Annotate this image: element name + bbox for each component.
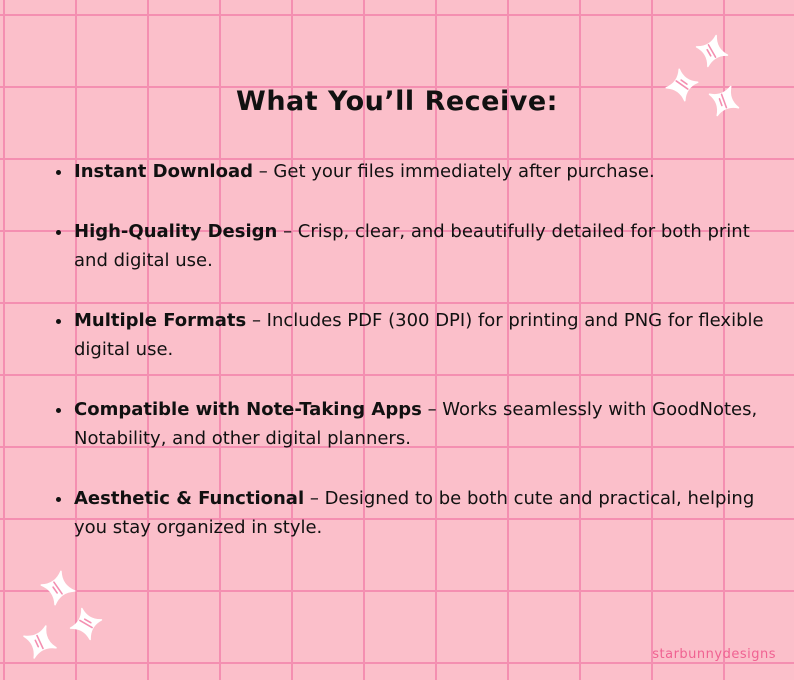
feature-name: High-Quality Design: [74, 221, 278, 242]
sparkle-icon: [692, 33, 731, 71]
list-item: [72, 306, 777, 364]
sparkle-icon: [38, 568, 77, 607]
feature-description: – Get your files immediately after purchase.: [252, 161, 655, 182]
feature-name: Instant Download: [74, 161, 253, 182]
list-item: [72, 484, 777, 542]
feature-description: – Crisp, clear, and beautifully detailed for both print and digital use.: [74, 221, 750, 271]
feature-description: – Includes PDF (300 DPI) for printing and PNG for flexible digital use.: [74, 310, 764, 360]
sparkles-bottom-decoration: [20, 566, 110, 666]
brand-credit: starbunnydesigns: [652, 647, 776, 662]
feature-description: – Designed to be both cute and practical, helping you stay organized in style.: [74, 488, 755, 538]
feature-description: – Works seamlessly with GoodNotes, Notability, and other digital planners.: [74, 399, 758, 449]
list-item: [72, 157, 777, 186]
feature-name: Aesthetic & Functional: [74, 488, 305, 509]
sparkle-icon: [66, 604, 105, 643]
feature-name: Compatible with Note-Taking Apps: [74, 399, 422, 420]
list-item: [72, 217, 777, 275]
sparkle-icon: [20, 620, 62, 664]
feature-list: [54, 157, 777, 573]
feature-name: Multiple Formats: [74, 310, 247, 331]
page-title: What You’ll Receive:: [236, 86, 558, 117]
list-item: [72, 395, 777, 453]
